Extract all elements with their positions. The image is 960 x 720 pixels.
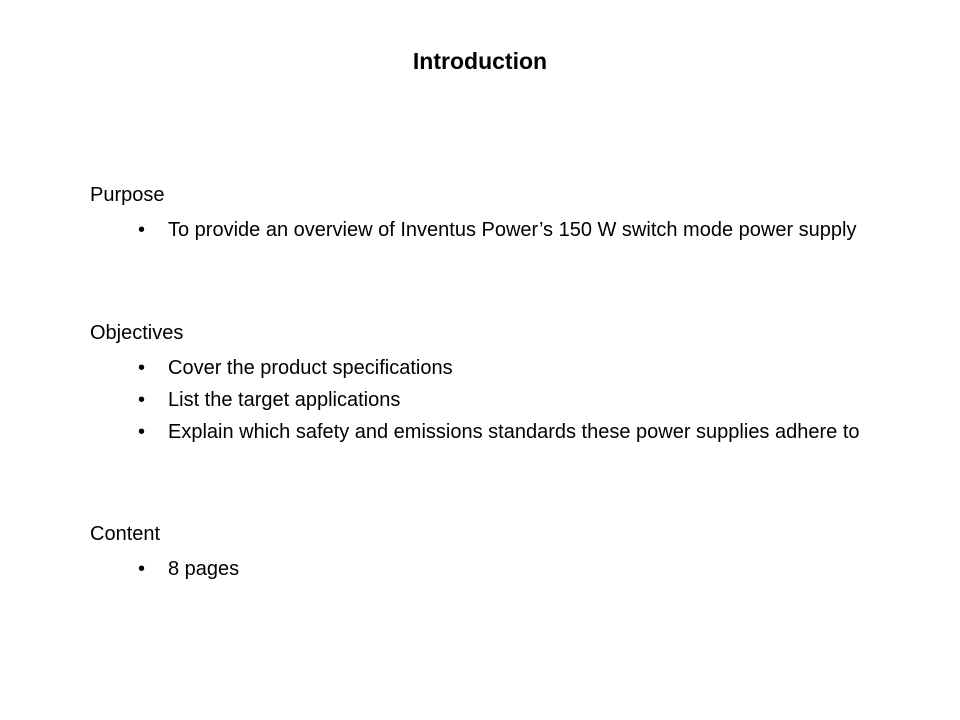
bullet-icon: • [138, 357, 146, 379]
bullet-icon: • [138, 421, 146, 443]
content-list [90, 557, 870, 581]
purpose-heading: Purpose [90, 184, 165, 206]
content-item-text: 8 pages [168, 558, 240, 580]
bullet-icon: • [138, 219, 146, 241]
objectives-item-text: List the target applications [168, 389, 401, 411]
content-item [90, 557, 868, 581]
slide-title: Introduction [412, 48, 548, 74]
purpose-list [90, 218, 870, 242]
objectives-item-text: Cover the product specifications [168, 357, 453, 379]
bullet-icon: • [138, 389, 146, 411]
objectives-item [90, 420, 868, 444]
bullet-icon: • [138, 558, 146, 580]
objectives-list [90, 356, 870, 444]
objectives-item [90, 356, 868, 380]
objectives-item-text: Explain which safety and emissions standards these power supplies adhere to [168, 421, 860, 443]
objectives-heading: Objectives [90, 322, 184, 344]
purpose-section [90, 182, 870, 250]
purpose-item-text: To provide an overview of Inventus Power’s 150 W switch mode power supply [168, 219, 857, 241]
content-section [90, 521, 870, 589]
objectives-section [90, 320, 870, 452]
content-heading: Content [90, 523, 161, 545]
purpose-item [90, 218, 868, 242]
objectives-item [90, 388, 868, 412]
